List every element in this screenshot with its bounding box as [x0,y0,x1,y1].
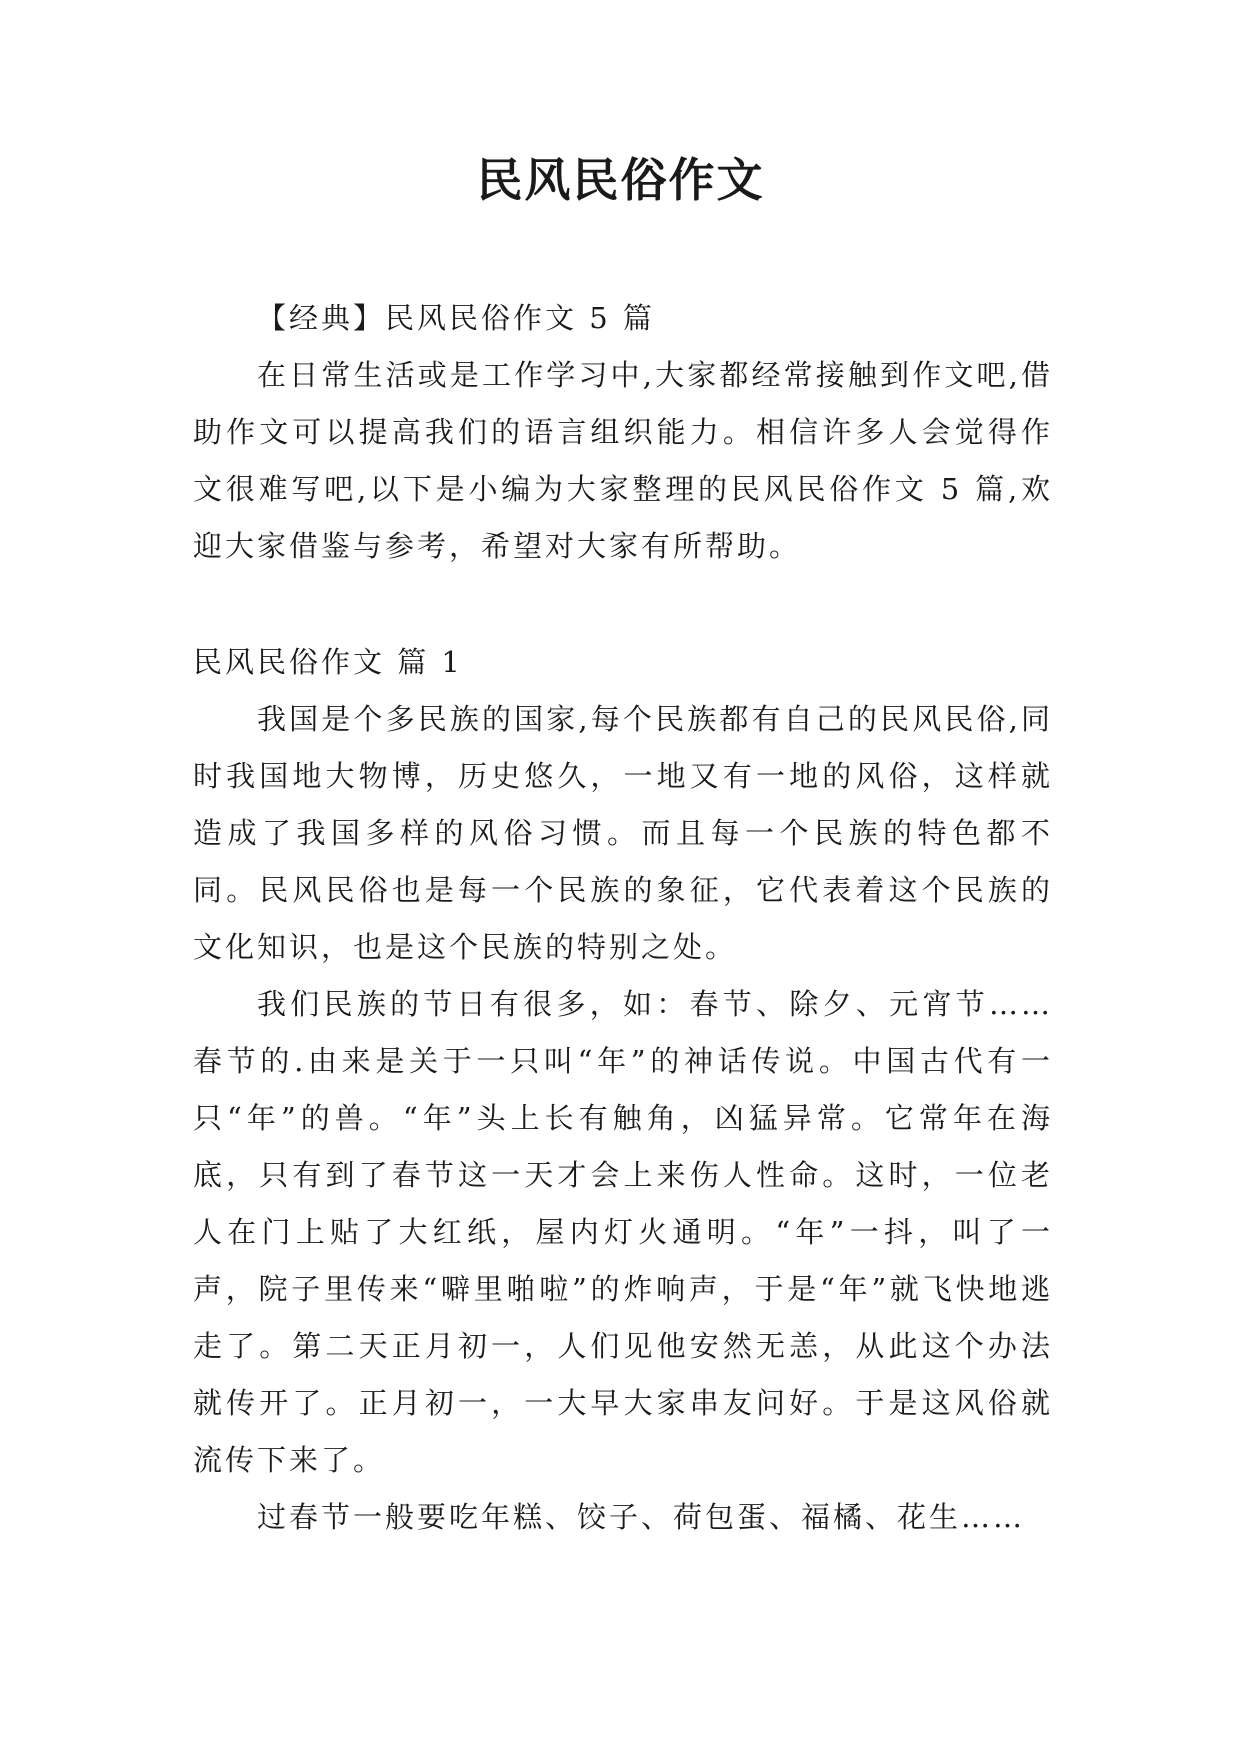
document-body [193,290,1053,1546]
document-title: 民风民俗作文 [476,153,765,207]
body-paragraph: 我们民族的节日有很多，如：春节、除夕、元宵节……春节的.由来是关于一只叫“年”的神话传说。中国古代有一只“年”的兽。“年”头上长有触角，凶猛异常。它常年在海底，只有到了春节这一天才会上来伤人性命。这时，一位老人在门上贴了大红纸，屋内灯火通明。“年”一抖，叫了一声，院子里传来“噼里啪啦”的炸响声，于是“年”就飞快地逃走了。第二天正月初一，人们见他安然无恙，从此这个办法就传开了。正月初一，一大早大家串友问好。于是这风俗就流传下来了。 [193,987,1053,1477]
section-heading: 民风民俗作文 篇 1 [193,645,463,679]
document-subtitle: 【经典】民风民俗作文 5 篇 [257,301,655,335]
body-paragraph: 我国是个多民族的国家,每个民族都有自己的民风民俗,同时我国地大物博，历史悠久，一地又有一地的风俗，这样就造成了我国多样的风俗习惯。而且每一个民族的特色都不同。民风民俗也是每一个民族的象征，它代表着这个民族的文化知识，也是这个民族的特别之处。 [193,702,1053,964]
intro-paragraph: 在日常生活或是工作学习中,大家都经常接触到作文吧,借助作文可以提高我们的语言组织能力。相信许多人会觉得作文很难写吧,以下是小编为大家整理的民风民俗作文 5 篇,欢迎大家借鉴与参考，希望对大家有所帮助。 [193,358,1053,563]
body-paragraph: 过春节一般要吃年糕、饺子、荷包蛋、福橘、花生…… [257,1500,1026,1534]
